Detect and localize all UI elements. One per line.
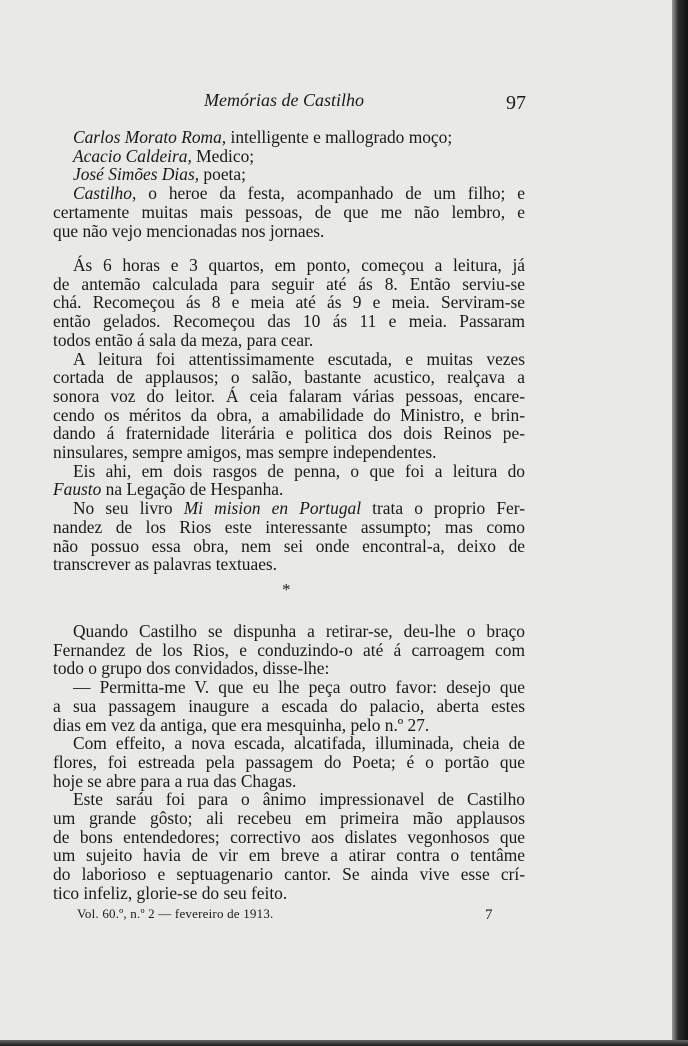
- guest-line: Carlos Morato Roma, intelligente e mallogrado moço;: [73, 127, 453, 147]
- text-line: ninsulares, sempre amigos, mas sempre independentes.: [53, 442, 437, 463]
- paragraph: [53, 622, 525, 903]
- text-line: certamente muitas mais pessoas, de que me não lembro, e: [53, 202, 525, 222]
- text-line: cortada de applausos; o salão, bastante acustico, realçava a: [53, 367, 525, 388]
- text-line: todo o grupo dos convidados, disse-lhe:: [53, 658, 330, 679]
- text-line: um grande gôsto; ali recebeu em primeira mão applausos: [53, 808, 525, 829]
- page-edge-shadow: [672, 0, 688, 1046]
- page-bottom-edge: [0, 1040, 688, 1046]
- guest-line: Acacio Caldeira, Medico;: [73, 145, 255, 166]
- text-line: — Permitta-me V. que eu lhe peça outro favor: desejo que: [73, 677, 525, 698]
- text-line: do laborioso e septuagenario cantor. Se ainda vive esse crí-: [53, 864, 525, 885]
- text-line: hoje se abre para a rua das Chagas.: [53, 770, 297, 791]
- guest-line: José Simões Dias, poeta;: [73, 164, 246, 185]
- text-line: flores, foi estreada pela passagem do Poeta; é o portão que: [53, 751, 525, 772]
- text-line: Fernandez de los Rios, e conduzindo-o até á carroagem com: [53, 639, 525, 660]
- paragraph: [53, 203, 525, 240]
- text-line: todos então á sala da meza, para cear.: [53, 329, 314, 350]
- text-line: A leitura foi attentissimamente escutada, e muitas vezes: [73, 348, 525, 369]
- text-line: dando á fraternidade literária e politica dos dois Reinos pe-: [53, 423, 525, 444]
- guest-list: [73, 128, 525, 203]
- text-line: sonora voz do leitor. Á ceia falaram várias pessoas, encare-: [53, 385, 525, 406]
- text-line: um sujeito havia de vir em breve a atirar contra o tentâme: [53, 845, 525, 866]
- text-line: No seu livro Mi mision en Portugal trata o proprio Fer-: [73, 498, 525, 519]
- text-line: a sua passagem inaugure a escada do palacio, aberta estes: [53, 695, 525, 716]
- text-line: Com effeito, a nova escada, alcatifada, illuminada, cheia de: [73, 733, 525, 754]
- text-line: nandez de los Rios este interessante assumpto; mas como: [53, 516, 525, 537]
- text-line: então gelados. Recomeçou das 10 ás 11 e meia. Passaram: [53, 311, 525, 332]
- text-line: de antemão calculada para seguir até ás 8. Então serviu-se: [53, 273, 525, 294]
- text-line: chá. Recomeçou ás 8 e meia até ás 9 e meia. Serviram-se: [53, 292, 525, 313]
- text-line: tico infeliz, glorie-se do seu feito.: [53, 882, 288, 903]
- page-number: 97: [506, 92, 526, 114]
- paragraph: [53, 256, 525, 574]
- text-line: dias em vez da antiga, que era mesquinha, pelo n.º 27.: [53, 714, 430, 735]
- guest-line: Castilho, o heroe da festa, acompanhado de um filho; e: [73, 183, 525, 204]
- text-line: de bons entendedores; correctivo aos dislates vegonhosos que: [53, 826, 525, 847]
- text-line: Ás 6 horas e 3 quartos, em ponto, começou a leitura, já: [73, 255, 525, 275]
- text-line: Quando Castilho se dispunha a retirar-se, deu-lhe o braço: [73, 621, 525, 641]
- text-line: não possuo essa obra, nem sei onde encontral-a, deixo de: [53, 535, 525, 556]
- text-line: que não vejo mencionadas nos jornaes.: [53, 220, 325, 241]
- text-line: Fausto na Legação de Hespanha.: [53, 479, 284, 500]
- text-line: cendo os méritos da obra, a amabilidade do Ministro, e brin-: [53, 404, 525, 425]
- section-separator: *: [282, 580, 291, 599]
- text-line: Este saráu foi para o ânimo impressionavel de Castilho: [73, 789, 525, 810]
- running-header-title: Memórias de Castilho: [204, 90, 364, 110]
- footer-volume-info: Vol. 60.º, n.º 2 — fevereiro de 1913.: [77, 906, 274, 921]
- text-line: Eis ahi, em dois rasgos de penna, o que foi a leitura do: [73, 460, 525, 481]
- text-line: transcrever as palavras textuaes.: [53, 554, 278, 575]
- footer-signature-number: 7: [485, 907, 493, 923]
